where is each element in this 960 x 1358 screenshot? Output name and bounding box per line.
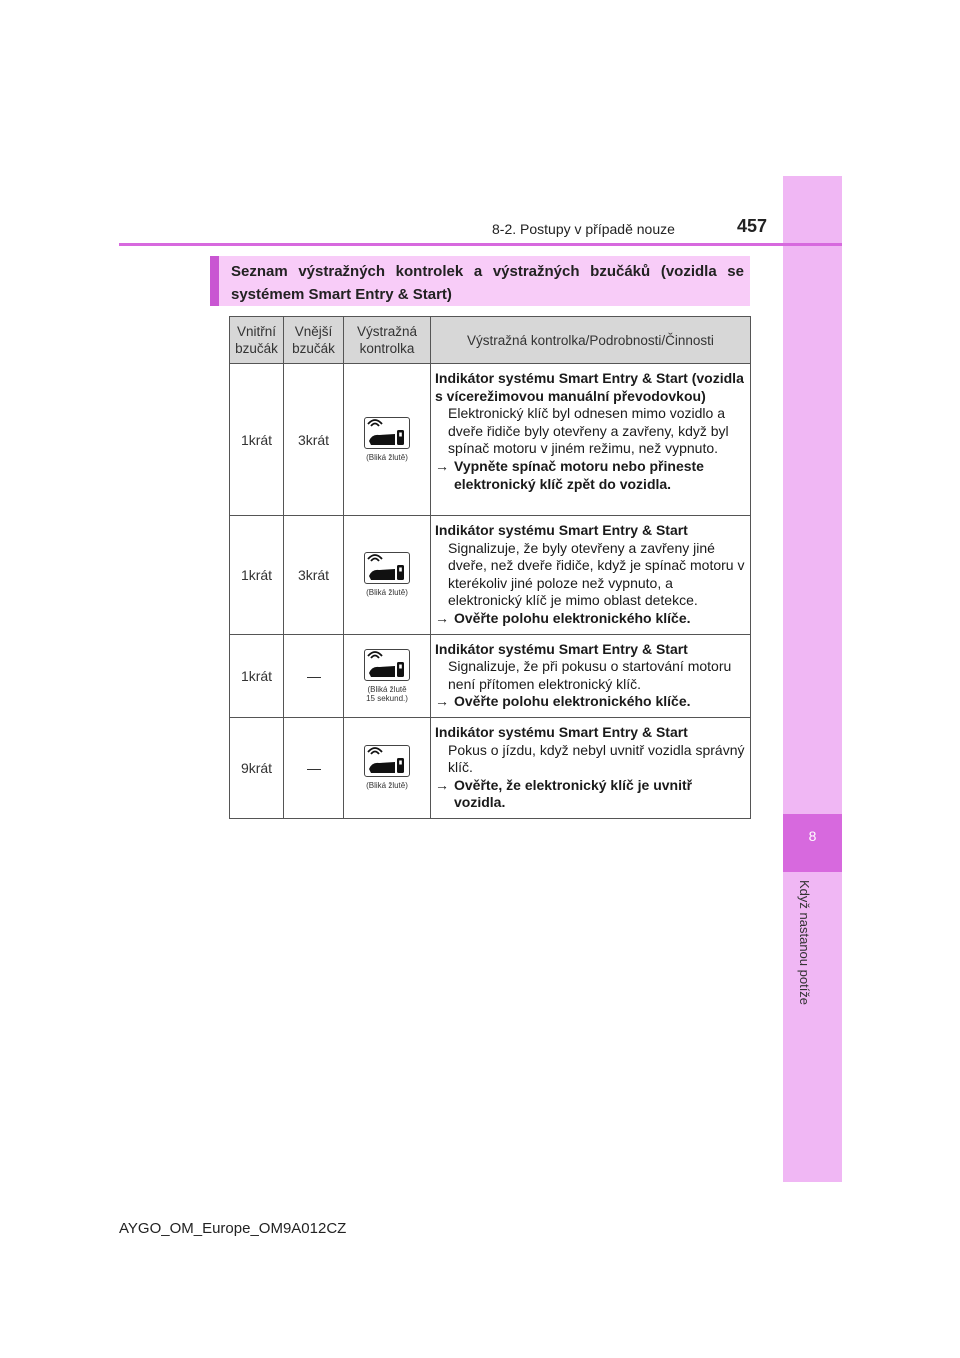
detail-title: Indikátor systému Smart Entry & Start (vozidla s vícerežimovou manuální převodovkou): [435, 370, 744, 404]
chapter-number-box: [783, 814, 842, 872]
header-details: Výstražná kontrolka/Podrobnosti/Činnosti: [431, 317, 751, 364]
lamp-caption: (Bliká žlutě): [366, 453, 408, 462]
chapter-number: 8: [808, 828, 817, 844]
detail-title: Indikátor systému Smart Entry & Start: [435, 640, 688, 657]
header-inner-buzzer: Vnitřní bzučák: [230, 317, 284, 364]
page-number: 457: [737, 216, 768, 236]
header-outer-buzzer: Vnější bzučák: [284, 317, 344, 364]
details-cell: [431, 516, 751, 635]
inner-buzzer-cell: 1krát: [230, 364, 284, 516]
table-row: [230, 516, 751, 635]
detail-action: → Ověřte, že elektronický klíč je uvnitř vozidla.: [435, 776, 693, 811]
arrow-right-icon: →: [435, 457, 449, 474]
detail-action: → Ověřte polohu elektronického klíče.: [435, 693, 691, 710]
header-warning-lamp: Výstražná kontrolka: [344, 317, 431, 364]
table-row: [230, 717, 751, 818]
outer-buzzer-cell: 3krát: [284, 364, 344, 516]
document-code: AYGO_OM_Europe_OM9A012CZ: [119, 1220, 347, 1237]
warning-lamp-cell: [344, 717, 431, 818]
warning-lamp-cell: [344, 516, 431, 635]
lamp-caption: (Bliká žlutě): [366, 588, 408, 598]
warning-lamp-cell: [344, 364, 431, 516]
lamp-caption: (Bliká žlutě): [366, 781, 408, 791]
arrow-right-icon: →: [435, 693, 449, 710]
table-header-row: [230, 317, 751, 364]
smart-key-indicator-icon: [364, 649, 410, 681]
smart-key-indicator-icon: [364, 417, 410, 449]
side-tab: [783, 176, 842, 1182]
warning-lamp-cell: [344, 634, 431, 717]
table-row: [230, 364, 751, 516]
outer-buzzer-cell: [284, 717, 344, 818]
outer-buzzer-cell: 3krát: [284, 516, 344, 635]
detail-action: → Vypněte spínač motoru nebo přineste elektronický klíč zpět do vozidla.: [435, 457, 704, 492]
table-row: [230, 634, 751, 717]
arrow-right-icon: →: [435, 776, 449, 793]
details-cell: [431, 717, 751, 818]
detail-title: Indikátor systému Smart Entry & Start: [435, 522, 688, 538]
smart-key-indicator-icon: [364, 745, 410, 777]
detail-text: Signalizuje, že byly otevřeny a zavřeny jiné dveře, než dveře řidiče, když je spínač motoru v kterékoliv jiné poloze než vypnuto, a elektronický klíč je mimo oblast detekce.: [448, 539, 745, 609]
detail-text: Pokus o jízdu, když nebyl uvnitř vozidla správný klíč.: [448, 741, 745, 776]
outer-buzzer-cell: [284, 634, 344, 717]
running-header: 8-2. Postupy v případě nouze: [492, 221, 675, 237]
detail-title: Indikátor systému Smart Entry & Start: [435, 723, 688, 740]
no-buzzer-dash: [307, 677, 321, 678]
section-title: Seznam výstražných kontrolek a výstražných bzučáků (vozidla se systémem Smart Entry & Start): [231, 263, 744, 303]
inner-buzzer-cell: 9krát: [230, 717, 284, 818]
smart-key-indicator-icon: [364, 552, 410, 584]
inner-buzzer-cell: 1krát: [230, 516, 284, 635]
no-buzzer-dash: [307, 769, 321, 770]
arrow-right-icon: →: [435, 609, 449, 626]
header-rule: [119, 243, 842, 246]
lamp-caption: (Bliká žlutě 15 sekund.): [366, 684, 408, 703]
detail-text: Elektronický klíč byl odnesen mimo vozidlo a dveře řidiče byly otevřeny a zavřeny, když byl spínač motoru v jiném režimu, než vypnuto.: [448, 405, 729, 457]
detail-action: → Ověřte polohu elektronického klíče.: [435, 609, 691, 626]
chapter-label: Když nastanou potíže: [797, 880, 812, 1006]
details-cell: [431, 634, 751, 717]
details-cell: [431, 364, 751, 516]
inner-buzzer-cell: 1krát: [230, 634, 284, 717]
warning-table: [229, 316, 751, 819]
section-heading-box: [210, 256, 750, 306]
detail-text: Signalizuje, že při pokusu o startování motoru není přítomen elektronický klíč.: [448, 658, 732, 692]
